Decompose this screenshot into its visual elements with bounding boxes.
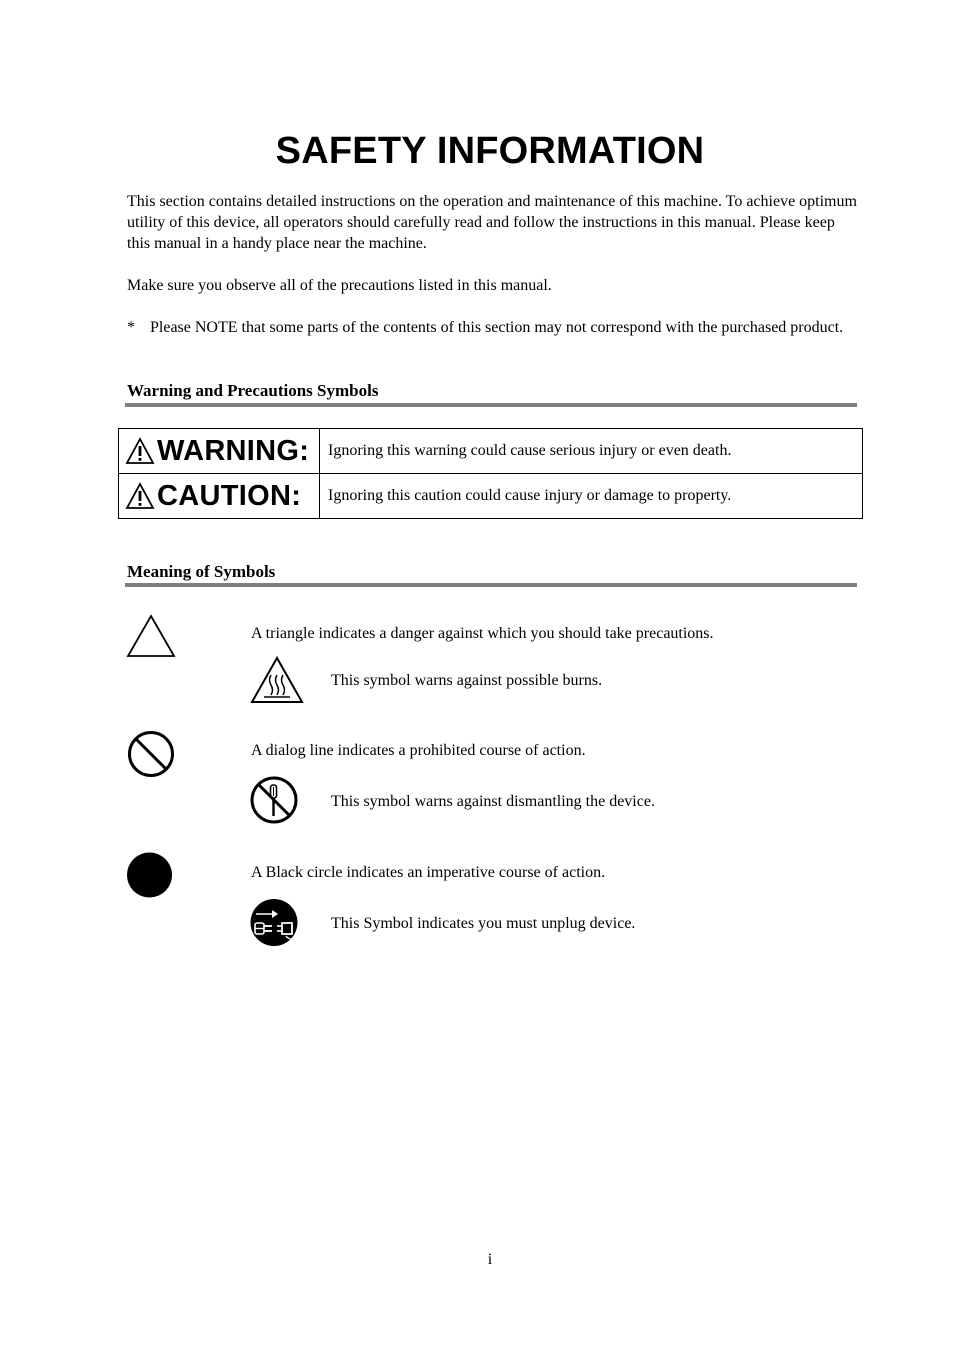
warning-triangle-icon (125, 437, 155, 465)
warning-section-heading: Warning and Precautions Symbols (127, 381, 379, 400)
unplug-icon (250, 898, 300, 948)
intro-paragraph: This section contains detailed instructions on the operation and maintenance of this machine. To achieve optimum utility of this device, all operators should carefully read and follow the instructions in this manual. Please keep this manual in a handy place near the machine. (127, 193, 857, 252)
black-circle-description: A Black circle indicates an imperative course of action. (251, 864, 606, 881)
hot-surface-description: This symbol warns against possible burns. (331, 672, 603, 689)
prohibited-icon (127, 730, 175, 778)
no-dismantle-description: This symbol warns against dismantling the device. (331, 793, 655, 810)
triangle-description: A triangle indicates a danger against which you should take precautions. (251, 625, 714, 642)
caution-triangle-icon (125, 482, 155, 510)
warning-label-cell (119, 429, 320, 474)
caution-label: CAUTION: (157, 479, 302, 512)
observe-paragraph: Make sure you observe all of the precautions listed in this manual. (127, 277, 552, 294)
caution-label-cell (119, 474, 320, 519)
no-dismantle-icon (250, 776, 300, 826)
section-divider (125, 403, 857, 407)
caution-description: Ignoring this caution could cause injury or damage to property. (320, 474, 863, 519)
table-row (119, 429, 863, 474)
prohibited-description: A dialog line indicates a prohibited course of action. (251, 742, 586, 759)
black-circle-icon (126, 852, 174, 900)
warning-label: WARNING: (157, 434, 310, 467)
note-bullet: * (127, 319, 135, 336)
hot-surface-icon (250, 656, 304, 704)
triangle-icon (126, 614, 176, 658)
unplug-description: This Symbol indicates you must unplug device. (331, 915, 636, 932)
warning-caution-table (118, 428, 863, 519)
table-row (119, 474, 863, 519)
page-number: i (487, 1251, 493, 1268)
page-title: SAFETY INFORMATION (275, 130, 705, 172)
section-divider (125, 583, 857, 587)
meaning-section-heading: Meaning of Symbols (127, 562, 276, 581)
warning-description: Ignoring this warning could cause serious injury or even death. (320, 429, 863, 474)
note-text: Please NOTE that some parts of the contents of this section may not correspond with the purchased product. (150, 319, 844, 336)
